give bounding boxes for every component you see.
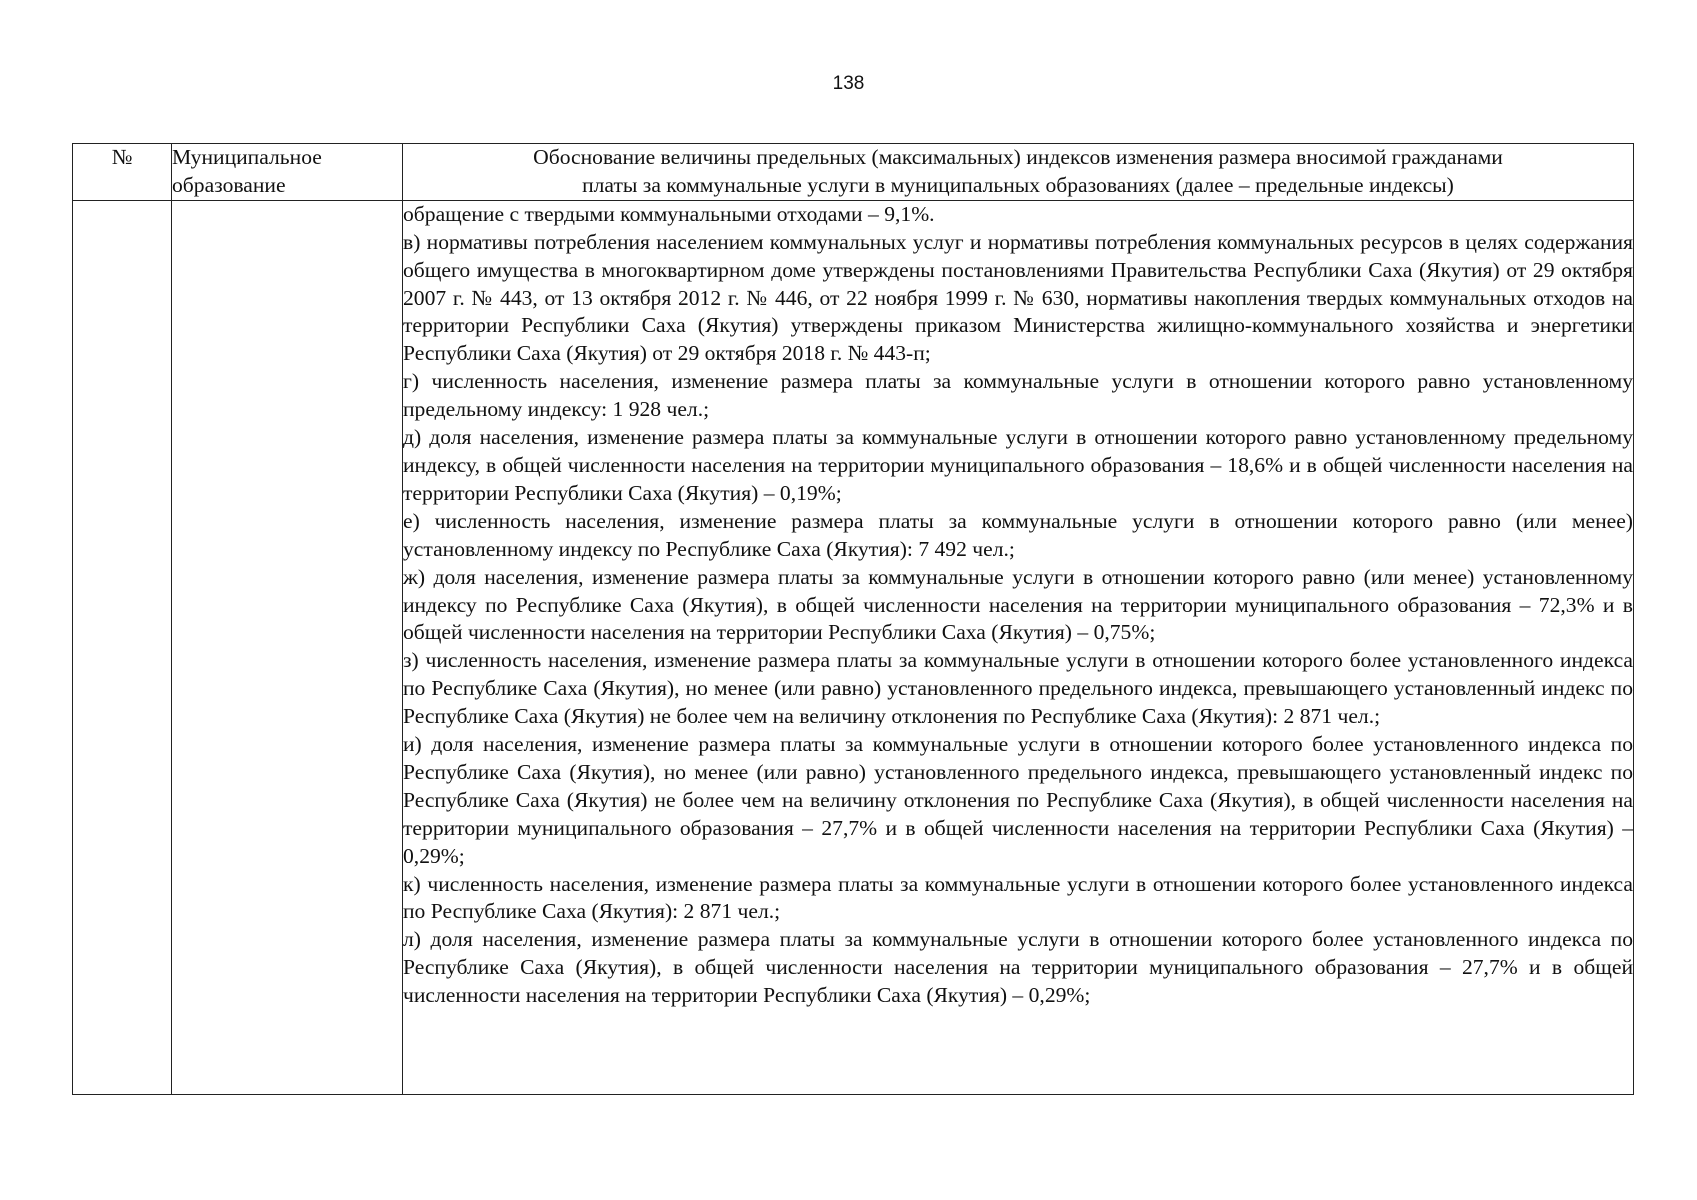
header-municipality-line-2: образование [172, 172, 286, 197]
paragraph-waste-index: обращение с твердыми коммунальными отходами – 9,1%. [403, 201, 935, 226]
header-number-label: № [111, 145, 133, 169]
header-number [73, 144, 172, 201]
row-municipality-cell [172, 200, 403, 1094]
paragraph-d-population-share: д) доля населения, изменение размера платы за коммунальные услуги в отношении которого равно установленному предельному индексу, в общей численности населения на территории муниципального образования – 18,6% и в общей численности населения на территории Республики Саха (Якутия) – 0,19%; [403, 425, 1633, 505]
paragraph-i-population-share: и) доля населения, изменение размера платы за коммунальные услуги в отношении которого более установленного индекса по Республике Саха (Якутия), но менее (или равно) установленного предельного индекса, превышающего установленный индекс по Республике Саха (Якутия) не более чем на величину отклонения по Республике Саха (Якутия), в общей численности населения на территории муниципального образования – 27,7% и в общей численности населения на территории Республики Саха (Якутия) – 0,29%; [403, 732, 1633, 868]
header-justification-line-2: платы за коммунальные услуги в муниципальных образованиях (далее – предельные индексы) [582, 172, 1454, 197]
header-municipality-line-1: Муниципальное [172, 145, 322, 169]
page-number: 138 [832, 73, 865, 94]
paragraph-e-population-count: е) численность населения, изменение размера платы за коммунальные услуги в отношении которого равно (или менее) установленному индексу по Республике Саха (Якутия): 7 492 чел.; [403, 508, 1633, 561]
header-justification [403, 144, 1634, 201]
table-header-row [73, 144, 1634, 201]
row-number-cell [73, 200, 172, 1094]
table-row [73, 200, 1634, 1094]
paragraph-k-population-count: к) численность населения, изменение размера платы за коммунальные услуги в отношении которого более установленного индекса по Республике Саха (Якутия): 2 871 чел.; [403, 871, 1633, 924]
tariff-index-table [72, 143, 1634, 1095]
row-justification-cell [403, 200, 1634, 1094]
paragraph-g-population-count: г) численность населения, изменение размера платы за коммунальные услуги в отношении которого равно установленному предельному индексу: 1 928 чел.; [403, 369, 1633, 422]
header-municipality [172, 144, 403, 201]
paragraph-l-population-share: л) доля населения, изменение размера платы за коммунальные услуги в отношении которого более установленного индекса по Республике Саха (Якутия), в общей численности населения на территории муниципального образования – 27,7% и в общей численности населения на территории Республики Саха (Якутия) – 0,29%; [403, 927, 1633, 1008]
header-justification-line-1: Обоснование величины предельных (максимальных) индексов изменения размера вносимой гражданами [533, 145, 1503, 169]
paragraph-zh-population-share: ж) доля населения, изменение размера платы за коммунальные услуги в отношении которого равно (или менее) установленному индексу по Республике Саха (Якутия), в общей численности населения на территории муниципального образования – 72,3% и в общей численности населения на территории Республики Саха (Якутия) – 0,75%; [403, 564, 1633, 645]
paragraph-z-population-count: з) численность населения, изменение размера платы за коммунальные услуги в отношении которого более установленного индекса по Республике Саха (Якутия), но менее (или равно) установленного предельного индекса, превышающего установленный индекс по Республике Саха (Якутия) не более чем на величину отклонения по Республике Саха (Якутия): 2 871 чел.; [403, 648, 1633, 729]
paragraph-v-norms: в) нормативы потребления населением коммунальных услуг и нормативы потребления коммунальных ресурсов в целях содержания общего имущества в многоквартирном доме утверждены постановлениями Правительства Республики Саха (Якутия) от 29 октября 2007 г. № 443, от 13 октября 2012 г. № 446, от 22 ноября 1999 г. № 630, нормативы накопления твердых коммунальных отходов на территории Республики Саха (Якутия) утверждены приказом Министерства жилищно-коммунального хозяйства и энергетики Республики Саха (Якутия) от 29 октября 2018 г. № 443-п; [403, 229, 1633, 366]
